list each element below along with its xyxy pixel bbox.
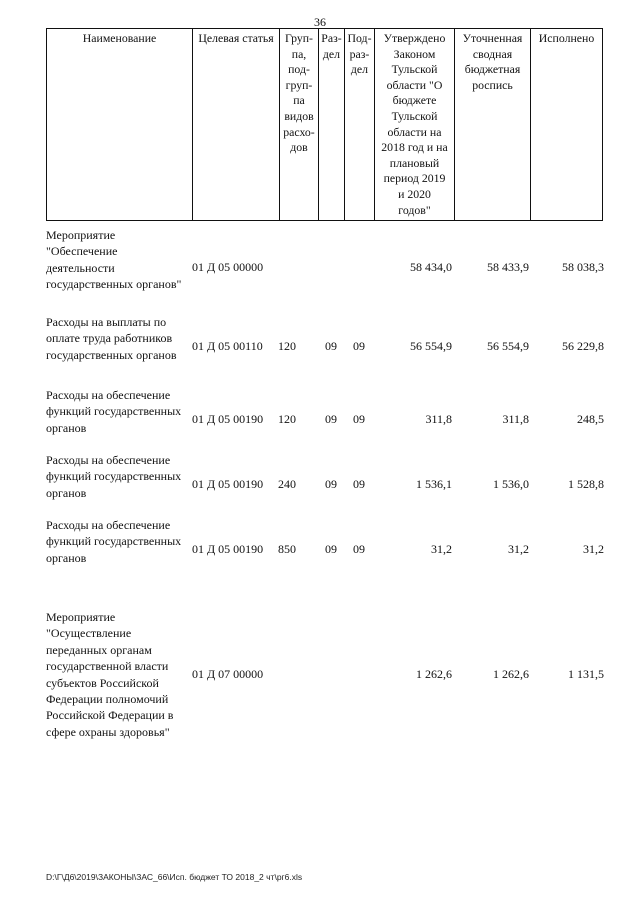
row-name: Мероприятие "Обеспечение деятельности государственных органов" — [46, 228, 182, 292]
row-code: 01 Д 05 00190 — [192, 412, 264, 426]
row-approved: 1 536,1 — [416, 477, 452, 491]
row-revised: 311,8 — [502, 412, 529, 426]
row-code: 01 Д 05 00000 — [192, 260, 264, 274]
row-approved: 58 434,0 — [410, 260, 452, 274]
row-code: 01 Д 05 00110 — [192, 339, 263, 353]
row-group: 120 — [278, 412, 296, 426]
header-podrazdel — [345, 29, 375, 221]
row-name: Расходы на выплаты по оплате труда работников государственных органов — [46, 315, 177, 362]
row-executed: 1 528,8 — [568, 477, 604, 491]
header-group — [280, 29, 319, 221]
table-header — [46, 28, 603, 221]
header-code-label: Целевая статья — [198, 31, 274, 45]
row-razdel: 09 — [325, 477, 337, 491]
row-approved: 56 554,9 — [410, 339, 452, 353]
table-row — [46, 452, 602, 518]
row-podrazdel: 09 — [353, 477, 365, 491]
header-razdel-label: Раз- дел — [321, 31, 342, 61]
row-group: 120 — [278, 339, 296, 353]
row-podrazdel: 09 — [353, 339, 365, 353]
row-razdel: 09 — [325, 412, 337, 426]
row-revised: 56 554,9 — [487, 339, 529, 353]
row-name: Расходы на обеспечение функций государственных органов — [46, 453, 182, 500]
header-razdel — [319, 29, 345, 221]
row-executed: 248,5 — [577, 412, 604, 426]
header-name — [47, 29, 193, 221]
row-group: 240 — [278, 477, 296, 491]
row-code: 01 Д 07 00000 — [192, 667, 264, 681]
row-approved: 311,8 — [425, 412, 452, 426]
row-approved: 31,2 — [431, 542, 452, 556]
row-code: 01 Д 05 00190 — [192, 542, 264, 556]
table-row — [46, 387, 602, 453]
page-number: 36 — [314, 15, 326, 29]
header-group-label: Груп- па, под- груп- па видов расхо- дов — [283, 31, 315, 155]
header-name-label: Наименование — [82, 31, 157, 45]
row-group: 850 — [278, 542, 296, 556]
row-revised: 58 433,9 — [487, 260, 529, 274]
header-approved-label: Утверждено Законом Тульской области "О бюджете Тульской области на 2018 год и на плановый период 2019 и 2020 годов" — [381, 31, 448, 217]
table-row — [46, 609, 602, 739]
header-executed — [531, 29, 603, 221]
table-row — [46, 314, 602, 380]
row-razdel: 09 — [325, 542, 337, 556]
header-revised-label: Уточненная сводная бюджетная роспись — [462, 31, 523, 92]
row-revised: 1 536,0 — [493, 477, 529, 491]
row-revised: 1 262,6 — [493, 667, 529, 681]
file-path-footer: D:\Г\Д6\2019\ЗАКОНЫ\ЗАС_66\Исп. бюджет ТО 2018_2 чт\рг6.xls — [46, 872, 303, 882]
row-approved: 1 262,6 — [416, 667, 452, 681]
row-executed: 56 229,8 — [562, 339, 604, 353]
row-executed: 58 038,3 — [562, 260, 604, 274]
table-row — [46, 517, 602, 583]
row-podrazdel: 09 — [353, 542, 365, 556]
row-name: Мероприятие "Осуществление переданных органам государственной власти субъектов Российской Федерации полномочий Российской Федерации в сфере охраны здоровья" — [46, 610, 174, 739]
table-row — [46, 227, 602, 307]
row-razdel: 09 — [325, 339, 337, 353]
row-podrazdel: 09 — [353, 412, 365, 426]
header-executed-label: Исполнено — [538, 31, 595, 45]
row-name: Расходы на обеспечение функций государственных органов — [46, 388, 182, 435]
header-approved — [375, 29, 455, 221]
row-name: Расходы на обеспечение функций государственных органов — [46, 518, 182, 565]
header-revised — [455, 29, 531, 221]
row-executed: 1 131,5 — [568, 667, 604, 681]
row-code: 01 Д 05 00190 — [192, 477, 264, 491]
header-podrazdel-label: Под- раз- дел — [347, 31, 372, 77]
header-code — [193, 29, 280, 221]
row-executed: 31,2 — [583, 542, 604, 556]
row-revised: 31,2 — [508, 542, 529, 556]
